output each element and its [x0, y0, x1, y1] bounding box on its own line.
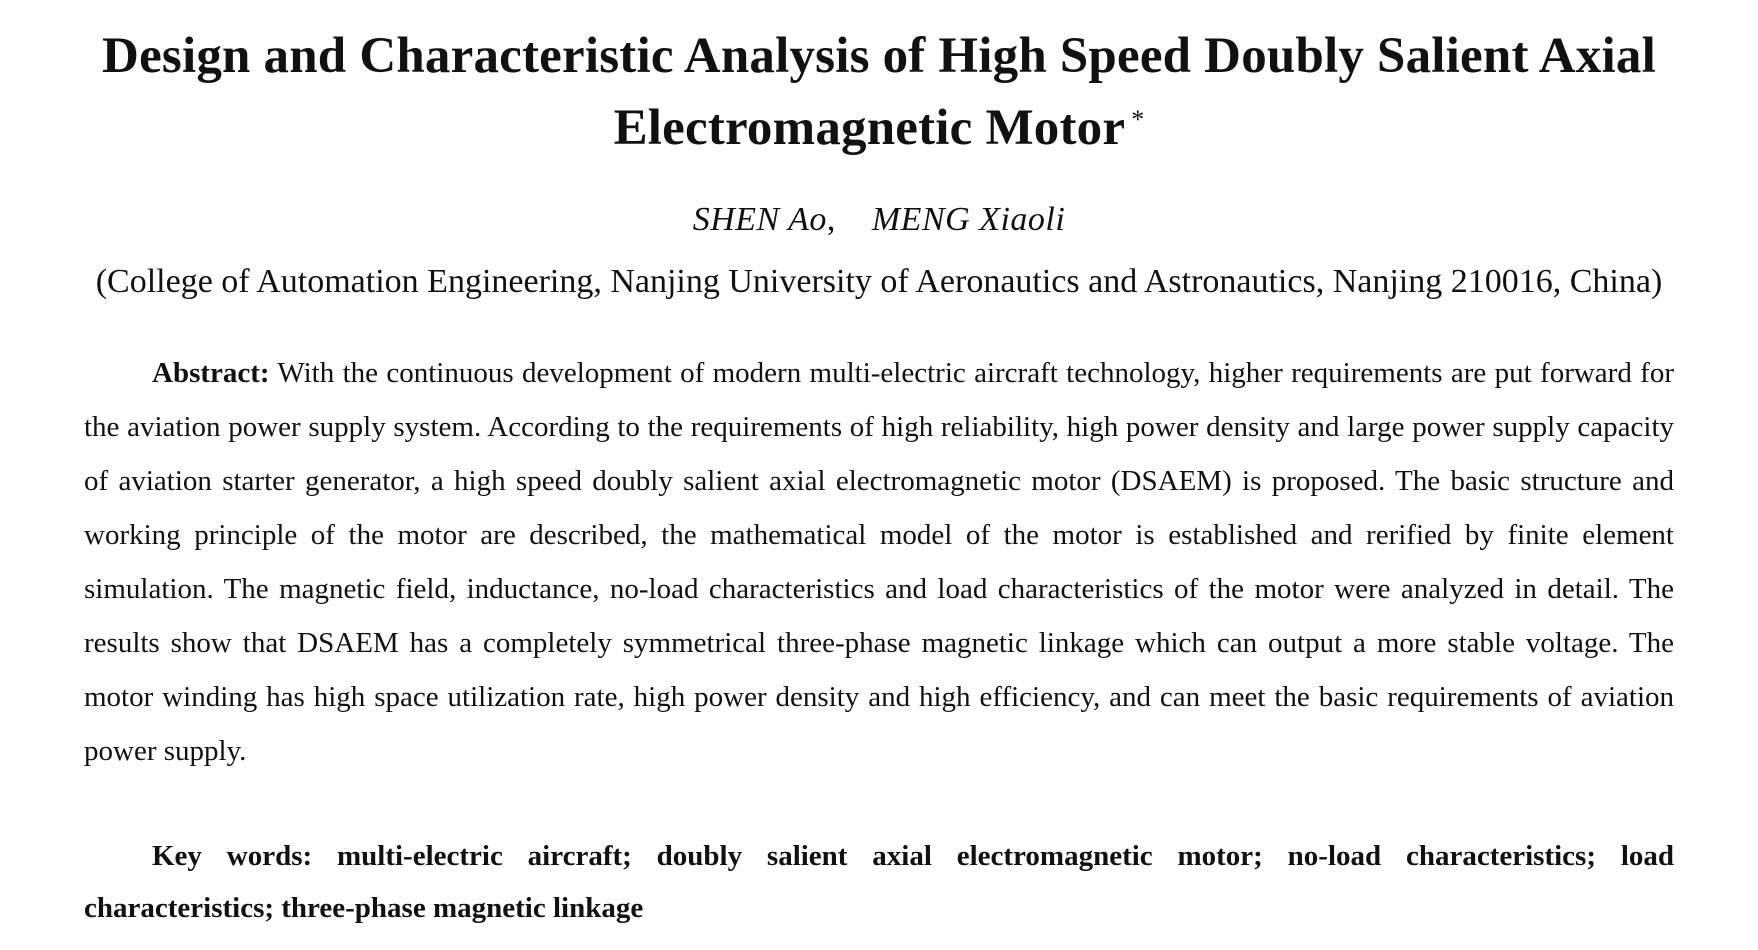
author-name: MENG Xiaoli: [871, 201, 1066, 238]
author-affiliation: (College of Automation Engineering, Nanjing University of Aeronautics and Astronautics, Nanjing 210016, China): [95, 263, 1663, 300]
author-separator: ,: [826, 201, 836, 238]
abstract-paragraph: [84, 346, 1674, 778]
author-list: [0, 200, 1758, 240]
keywords-text: multi-electric aircraft; doubly salient axial electromagnetic motor; no-load characteristics; load characteristics; three-phase magnetic linkage: [84, 840, 1675, 924]
title-footnote-mark: *: [1131, 105, 1145, 134]
keywords-label: Key words:: [152, 840, 313, 872]
abstract-text: With the continuous development of modern multi-electric aircraft technology, higher requirements are put forward for the aviation power supply system. According to the requirements of high reliability, high power density and large power supply capacity of aviation starter generator, a high speed doubly salient axial electromagnetic motor (DSAEM) is proposed. The basic structure and working principle of the motor are described, the mathematical model of the motor is established and rerified by finite element simulation. The magnetic field, inductance, no-load characteristics and load characteristics of the motor were analyzed in detail. The results show that DSAEM has a completely symmetrical three-phase magnetic linkage which can output a more stable voltage. The motor winding has high space utilization rate, high power density and high efficiency, and can meet the basic requirements of aviation power supply.: [84, 357, 1674, 767]
abstract-label: Abstract:: [152, 357, 270, 389]
paper-title-text: Design and Characteristic Analysis of High Speed Doubly Salient Axial Electromagnetic Motor: [102, 28, 1656, 156]
keywords-paragraph: [84, 830, 1674, 934]
paper-title: [40, 20, 1718, 164]
author-name: SHEN Ao: [692, 201, 827, 238]
